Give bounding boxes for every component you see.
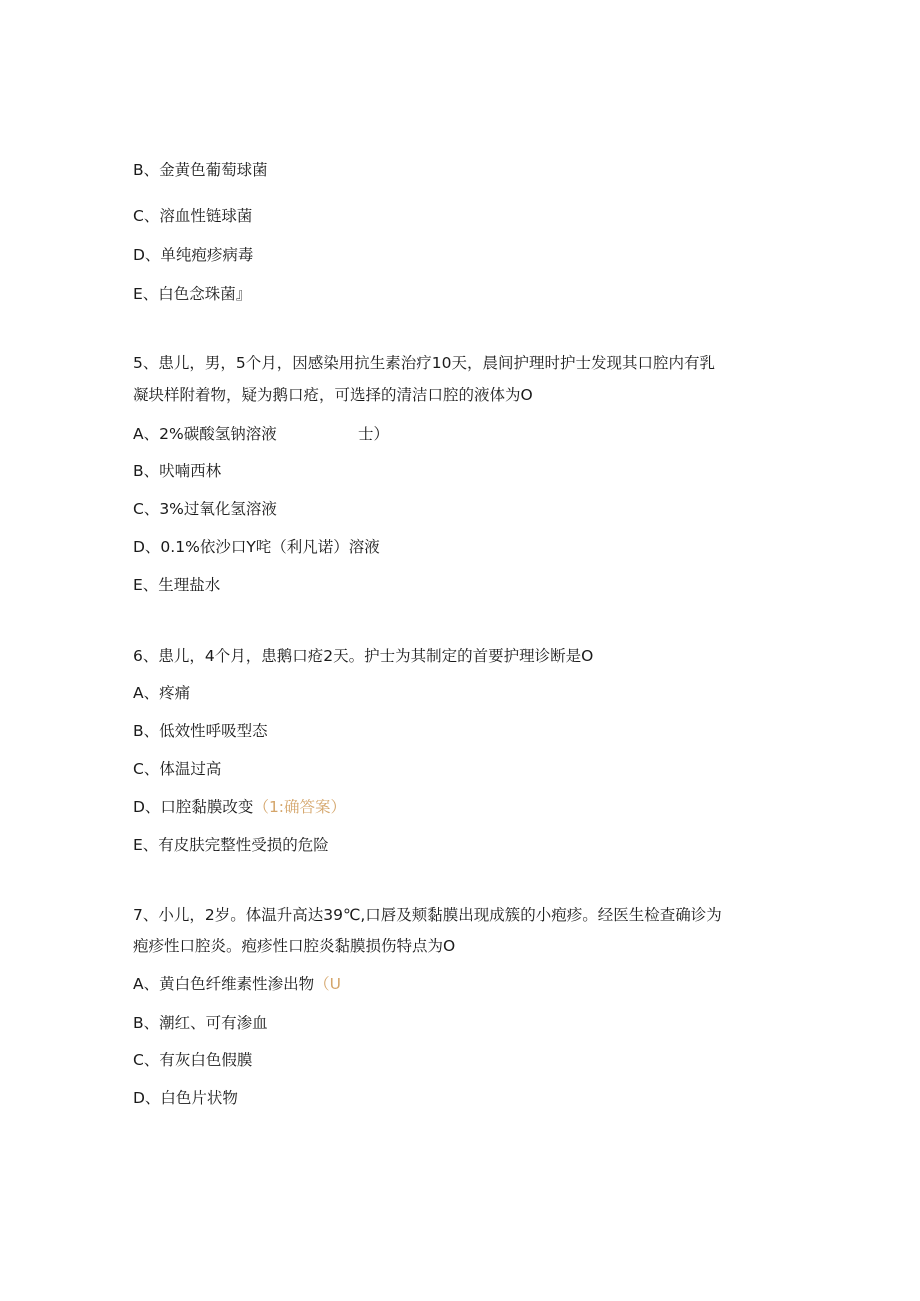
q5-option-d: D、0.1%依沙口Y咤（利凡诺）溶液 (133, 538, 380, 556)
q6-option-e: E、有皮肤完整性受损的危险 (133, 836, 329, 854)
q6-option-d-note: （1:确答案） (253, 798, 347, 816)
q5-option-c: C、3%过氧化氢溶液 (133, 500, 277, 518)
q6-option-b: B、低效性呼吸型态 (133, 722, 268, 740)
q5-option-e: E、生理盐水 (133, 576, 221, 594)
q4-option-b: B、金黄色葡萄球菌 (133, 161, 268, 179)
q6-option-d (133, 796, 346, 818)
q7-option-c: C、有灰白色假膜 (133, 1051, 253, 1069)
q7-stem-line-1: 7、小儿，2岁。体温升高达39℃,口唇及颊黏膜出现成簇的小疱疹。经医生检查确诊为 (133, 906, 722, 924)
q7-stem-line-2: 疱疹性口腔炎。疱疹性口腔炎黏膜损伤特点为O (133, 937, 456, 955)
q7-option-a (133, 973, 341, 995)
q6-option-a: A、疼痛 (133, 684, 191, 702)
q5-stem-line-1: 5、患儿，男，5个月，因感染用抗生素治疗10天，晨间护理时护士发现其口腔内有乳 (133, 354, 715, 372)
q6-option-d-text: D、口腔黏膜改变 (133, 798, 254, 816)
q4-option-e: E、白色念珠菌』 (133, 285, 252, 303)
q6-stem: 6、患儿，4个月，患鹅口疮2天。护士为其制定的首要护理诊断是O (133, 647, 594, 665)
q4-option-d: D、单纯疱疹病毒 (133, 246, 254, 264)
q5-stem-line-2: 凝块样附着物，疑为鹅口疮，可选择的清洁口腔的液体为O (133, 386, 533, 404)
q7-option-a-note: （U (314, 975, 341, 993)
q5-option-a-note: 士） (358, 425, 390, 443)
q7-option-d: D、白色片状物 (133, 1089, 238, 1107)
q7-option-b: B、潮红、可有渗血 (133, 1014, 268, 1032)
q4-option-c: C、溶血性链球菌 (133, 207, 253, 225)
q6-option-c: C、体温过高 (133, 760, 222, 778)
q7-option-a-text: A、黄白色纤维素性渗出物 (133, 975, 315, 993)
q5-option-b: B、吠喃西林 (133, 462, 222, 480)
q5-option-a: A、2%碳酸氢钠溶液 (133, 425, 277, 443)
